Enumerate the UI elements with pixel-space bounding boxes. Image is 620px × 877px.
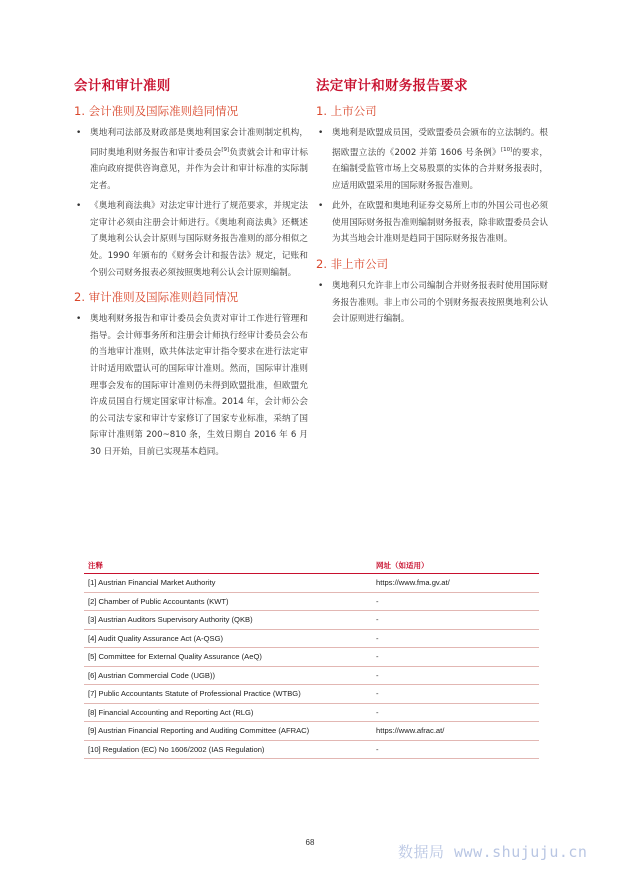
table-row <box>84 722 539 741</box>
table-row <box>84 593 539 612</box>
bullet-item: • 《奥地利商法典》对法定审计进行了规范要求，并规定法定审计必须由注册会计师进行。《奥地利商法典》还概述了奥地利公认会计原则与国际财务报告准则的部分相似之处。1990 年颁布的《财务会计和报告法》规定，记账和个别公司财务报表必须按照奥地利公认会计原则编制。 <box>74 198 308 281</box>
url-cell: https://www.afrac.at/ <box>376 726 445 736</box>
url-cell: - <box>376 615 379 625</box>
notes-body <box>84 574 539 759</box>
note-cell: [1] Austrian Financial Market Authority <box>88 578 216 588</box>
url-cell: - <box>376 707 379 717</box>
right-column <box>316 74 548 332</box>
url-cell: - <box>376 670 379 680</box>
note-cell: [3] Austrian Auditors Supervisory Authority (QKB) <box>88 615 253 625</box>
watermark: 数据局 www.shujuju.cn <box>398 843 588 861</box>
note-cell: [6] Austrian Commercial Code (UGB)) <box>88 670 216 680</box>
notes-header-note: 注释 <box>88 561 103 570</box>
section-title-standards: 会计和审计准则 <box>74 78 171 94</box>
url-cell: - <box>376 633 379 643</box>
notes-header <box>84 560 539 574</box>
note-cell: [5] Committee for External Quality Assurance (AeQ) <box>88 652 262 662</box>
notes-header-url: 网址（如适用） <box>376 561 429 570</box>
left-column <box>74 74 308 465</box>
url-cell: https://www.fma.gv.at/ <box>376 578 450 588</box>
url-cell: - <box>376 689 379 699</box>
page-number: 68 <box>305 838 315 847</box>
notes-table <box>84 560 539 759</box>
note-cell: [7] Public Accountants Statute of Professional Practice (WTBG) <box>88 689 301 699</box>
bullet-item: • 奥地利财务报告和审计委员会负责对审计工作进行管理和指导。会计师事务所和注册会计师执行经审计委员会公布的当地审计准则，欧共体法定审计指令要求在进行法定审计时适用欧盟认可的国际审计准则。然而，国际审计准则理事会发布的国际审计准则仍未得到欧盟批准，但欧盟允许成员国自行规定国家审计标准。2014 年，会计师公会的公司法专家和审计专家修订了国家专业标准，采纳了国际审计准则第 200~810 条，生效日期自 2016 年 6 月 30 日开始，目前已实现基本趋同。 <box>74 311 308 460</box>
bullet-list <box>74 125 308 281</box>
table-row <box>84 574 539 593</box>
table-row <box>84 667 539 686</box>
subsection-audit-convergence: 2. 审计准则及国际准则趋同情况 <box>74 290 239 305</box>
subsection-accounting-convergence: 1. 会计准则及国际准则趋同情况 <box>74 104 239 118</box>
subsection-listed: 1. 上市公司 <box>316 104 377 118</box>
table-row <box>84 741 539 760</box>
bullet-item: • 此外，在欧盟和奥地利证券交易所上市的外国公司也必须使用国际财务报告准则编制财务报表，除非欧盟委员会认为其当地会计准则是趋同于国际财务报告准则。 <box>316 198 548 248</box>
bullet-list <box>316 278 548 328</box>
bullet-item: • 奥地利只允许非上市公司编制合并财务报表时使用国际财务报告准则。非上市公司的个别财务报表按照奥地利公认会计原则进行编制。 <box>316 278 548 328</box>
note-cell: [4] Audit Quality Assurance Act (A-QSG) <box>88 633 224 643</box>
section-title-reporting: 法定审计和财务报告要求 <box>316 78 468 94</box>
table-row <box>84 685 539 704</box>
table-row <box>84 611 539 630</box>
bullet-item: • 奥地利司法部及财政部是奥地利国家会计准则制定机构，同时奥地利财务报告和审计委员会[9]负责就会计和审计标准向政府提供咨询意见，并作为会计和审计标准的实际制定者。 <box>74 125 308 194</box>
note-cell: [8] Financial Accounting and Reporting Act (RLG) <box>88 707 254 717</box>
subsection-unlisted: 2. 非上市公司 <box>316 257 389 272</box>
url-cell: - <box>376 596 379 606</box>
note-cell: [10] Regulation (EC) No 1606/2002 (IAS Regulation) <box>88 744 265 754</box>
table-row <box>84 648 539 667</box>
bullet-list <box>316 125 548 248</box>
note-cell: [9] Austrian Financial Reporting and Auditing Committee (AFRAC) <box>88 726 310 736</box>
table-row <box>84 704 539 723</box>
note-cell: [2] Chamber of Public Accountants (KWT) <box>88 596 229 606</box>
bullet-item: • 奥地利是欧盟成员国，受欧盟委员会颁布的立法制约。根据欧盟立法的《2002 并第 1606 号条例》[10]的要求，在编制受监管市场上交易股票的实体的合并财务报表时，应适用欧盟采用的国际财务报告准则。 <box>316 125 548 194</box>
url-cell: - <box>376 652 379 662</box>
url-cell: - <box>376 744 379 754</box>
bullet-list <box>74 311 308 460</box>
table-row <box>84 630 539 649</box>
